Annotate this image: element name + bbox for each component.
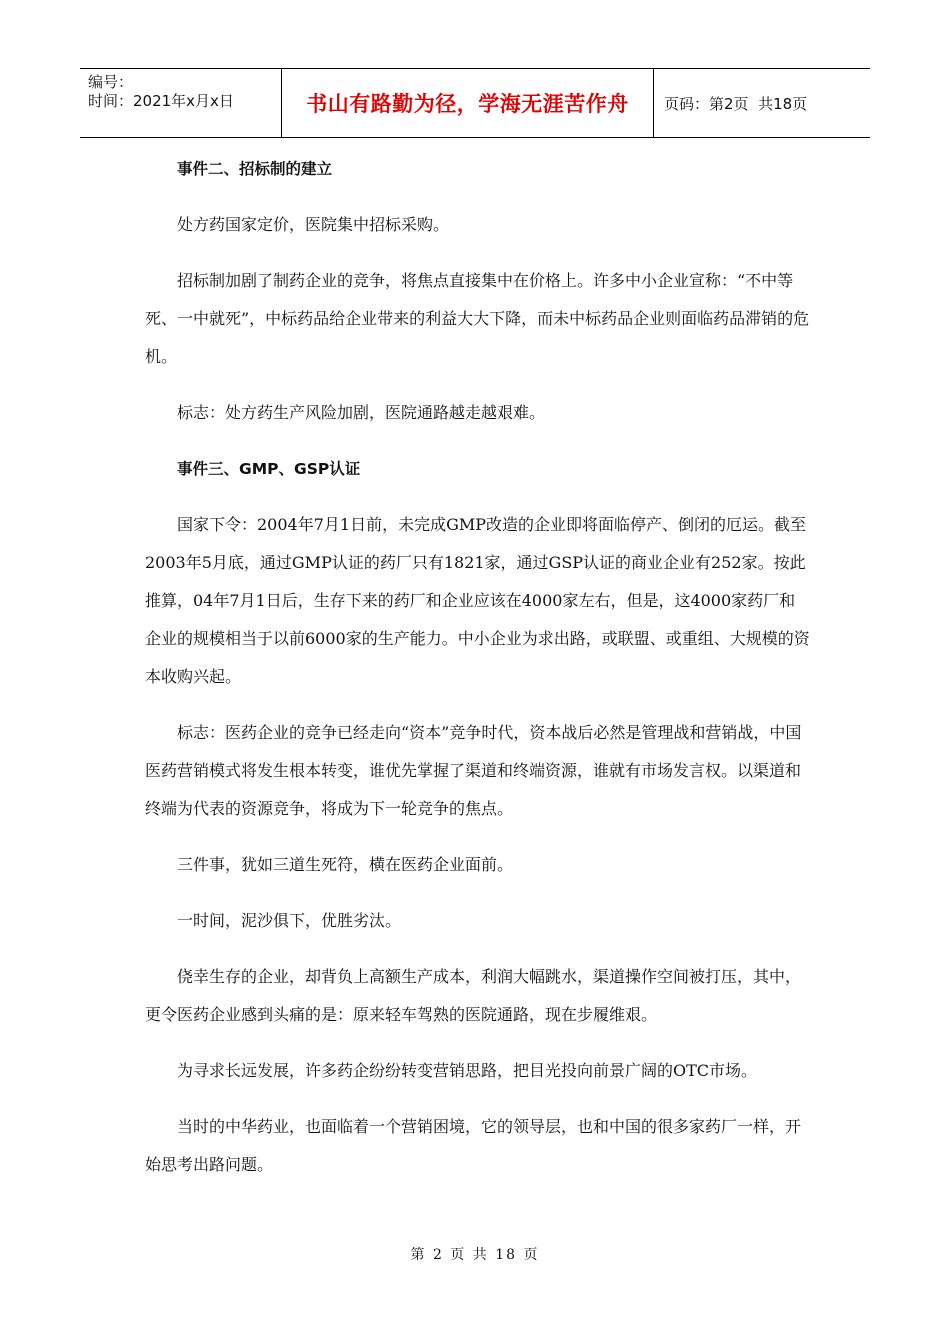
header-left-cell (80, 69, 282, 137)
header-page-info (654, 69, 870, 137)
body-paragraph: 三件事，犹如三道生死符，横在医药企业面前。 (177, 855, 514, 874)
document-time-label: 时间：2021年x月x日 (88, 92, 234, 110)
section-heading: 事件二、招标制的建立 (177, 160, 333, 178)
motto-text: 书山有路勤为径，学海无涯苦作舟 (306, 92, 629, 116)
page-footer (0, 1244, 950, 1264)
body-paragraph: 侥幸生存的企业，却背负上高额生产成本，利润大幅跳水，渠道操作空间被打压，其中，更令医药企业感到头痛的是：原来轻车驾熟的医院通路，现在步履维艰。 (145, 967, 802, 1024)
body-paragraph: 国家下令：2004年7月1日前，未完成GMP改造的企业即将面临停产、倒闭的厄运。截至2003年5月底，通过GMP认证的药厂只有1821家，通过GSP认证的商业企业有252家。按此推算，04年7月1日后，生存下来的药厂和企业应该在4000家左右，但是，这4000家药厂和企业的规模相当于以前6000家的生产能力。中小企业为求出路，或联盟、或重组、大规模的资本收购兴起。 (145, 515, 810, 686)
page-info-text: 页码：第2页 共18页 (664, 94, 808, 113)
header-motto (282, 69, 654, 137)
body-paragraph: 为寻求长远发展，许多药企纷纷转变营销思路，把目光投向前景广阔的OTC市场。 (177, 1061, 758, 1080)
body-paragraph: 标志：处方药生产风险加剧，医院通路越走越艰难。 (177, 403, 546, 422)
page-header (80, 68, 870, 138)
body-paragraph: 当时的中华药业，也面临着一个营销困境，它的领导层，也和中国的很多家药厂一样，开始思考出路问题。 (145, 1117, 802, 1174)
body-paragraph: 一时间，泥沙俱下，优胜劣汰。 (177, 911, 402, 930)
document-body (145, 150, 810, 1184)
document-number-label: 编号： (88, 73, 134, 91)
section-heading: 事件三、GMP、GSP认证 (177, 460, 361, 478)
body-paragraph: 处方药国家定价，医院集中招标采购。 (177, 215, 450, 234)
footer-page-number: 第 2 页 共 18 页 (410, 1247, 540, 1263)
body-paragraph: 招标制加剧了制药企业的竞争，将焦点直接集中在价格上。许多中小企业宣称：“不中等死、一中就死”，中标药品给企业带来的利益大大下降，而未中标药品企业则面临药品滞销的危机。 (145, 271, 810, 366)
body-paragraph: 标志：医药企业的竞争已经走向“资本”竞争时代，资本战后必然是管理战和营销战，中国医药营销模式将发生根本转变，谁优先掌握了渠道和终端资源，谁就有市场发言权。以渠道和终端为代表的资源竞争，将成为下一轮竞争的焦点。 (145, 723, 802, 818)
